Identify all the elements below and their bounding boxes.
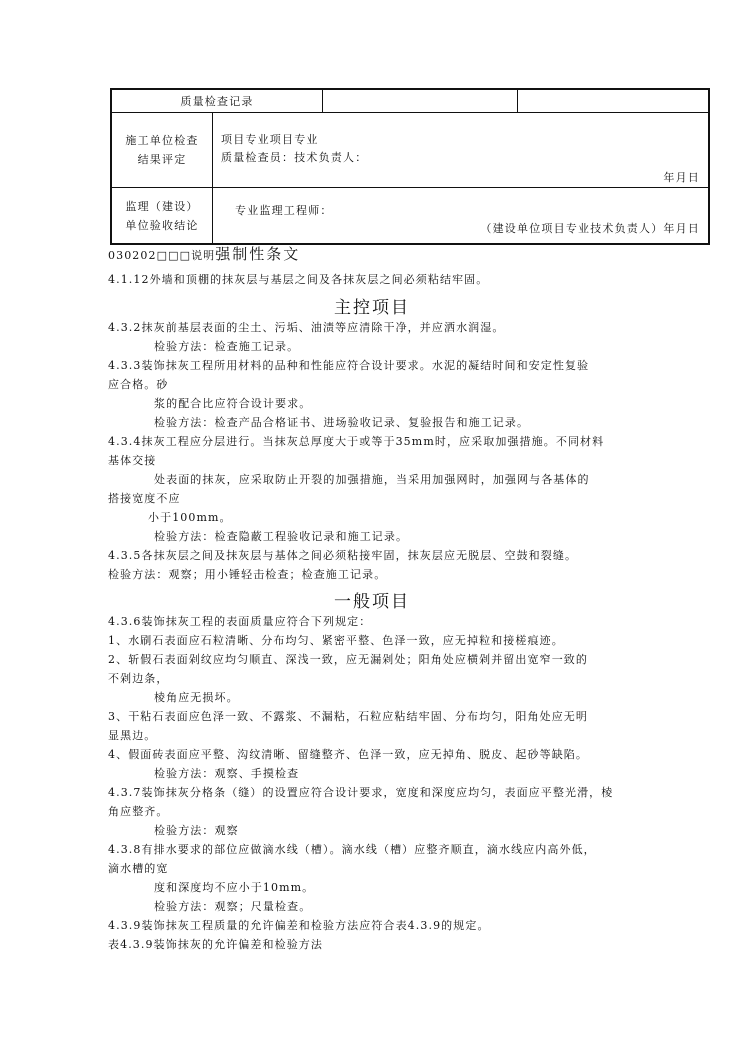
table-caption: 表4.3.9装饰抹灰的允许偏差和检验方法 [108, 938, 323, 951]
table-row [112, 112, 708, 187]
section-heading: 一般项目 [334, 592, 410, 612]
section-title [108, 245, 633, 265]
section-heading: 主控项目 [334, 298, 410, 318]
paragraph: 检验方法：检查产品合格证书、进场验收记录、复验报告和施工记录。 [154, 416, 530, 429]
paragraph: 4.3.3装饰抹灰工程所用材料的品种和性能应符合设计要求。水泥的凝结时间和安定性复验 [108, 359, 590, 372]
date-label: 年月日 [663, 171, 700, 184]
signature-line: 质量检查员：技术负责人： [221, 151, 368, 164]
paragraph: 棱角应无损坏。 [154, 691, 239, 704]
paragraph: 4.3.2抹灰前基层表面的尘土、污垢、油渍等应清除干净，并应洒水润湿。 [108, 321, 505, 334]
paragraph: 显黑边。 [108, 729, 157, 742]
label-line: 施工单位检查 [125, 134, 199, 147]
paragraph: 度和深度均不应小于10mm。 [154, 881, 315, 894]
section-code: 030202□□□说明 [108, 249, 216, 262]
table-row [112, 90, 708, 112]
paragraph: 检验方法：观察；尺量检查。 [154, 900, 312, 913]
paragraph: 角应整齐。 [108, 805, 169, 818]
contractor-check-body [212, 113, 708, 187]
paragraph: 4、假面砖表面应平整、沟纹清晰、留缝整齐、色泽一致，应无掉角、脱皮、起砂等缺陷。 [108, 748, 588, 761]
paragraph: 3、干粘石表面应色泽一致、不露浆、不漏粘，石粒应粘结牢固、分布均匀，阳角处应无明 [108, 710, 588, 723]
paragraph: 4.1.12外墙和顶棚的抹灰层与基层之间及各抹灰层之间必须粘结牢固。 [108, 273, 489, 286]
quality-record-table [110, 88, 710, 245]
table-row [112, 187, 708, 243]
paragraph: 基体交接 [108, 454, 157, 467]
paragraph: 4.3.8有排水要求的部位应做滴水线（槽）。滴水线（槽）应整齐顺直，滴水线应内高外低， [108, 843, 596, 856]
paragraph: 不剁边条， [108, 672, 169, 685]
paragraph: 处表面的抹灰，应采取防止开裂的加强措施，当采用加强网时，加强网与各基体的 [154, 473, 590, 486]
paragraph: 检验方法：观察；用小锤轻击检查；检查施工记录。 [108, 568, 387, 581]
label-line: 结果评定 [137, 153, 187, 166]
supervisor-conclusion-body [212, 188, 708, 243]
signature-line: 专业监理工程师： [235, 204, 333, 217]
paragraph: 小于100mm。 [148, 511, 232, 524]
label-line: 单位验收结论 [125, 218, 199, 232]
paragraph: 检验方法：观察 [154, 824, 239, 837]
date-label: （建设单位项目专业技术负责人）年月日 [480, 222, 700, 235]
paragraph: 4.3.6装饰抹灰工程的表面质量应符合下列规定： [108, 615, 372, 628]
contractor-check-label [112, 113, 212, 187]
paragraph: 搭接宽度不应 [108, 492, 181, 505]
paragraph: 4.3.7装饰抹灰分格条（缝）的设置应符合设计要求，宽度和深度应均匀，表面应平整光滑，棱 [108, 786, 614, 799]
paragraph: 4.3.5各抹灰层之间及抹灰层与基体之间必须粘接牢固，抹灰层应无脱层、空鼓和裂缝。 [108, 549, 578, 562]
signature-line: 项目专业项目专业 [221, 133, 319, 146]
paragraph: 4.3.9装饰抹灰工程质量的允许偏差和检验方法应符合表4.3.9的规定。 [108, 919, 490, 932]
paragraph: 检验方法：检查施工记录。 [154, 340, 300, 353]
paragraph: 应合格。砂 [108, 378, 169, 391]
paragraph: 检验方法：检查隐蔽工程验收记录和施工记录。 [154, 530, 409, 543]
paragraph: 1、水刷石表面应石粒清晰、分布均匀、紧密平整、色泽一致，应无掉粒和接槎痕迹。 [108, 634, 564, 647]
empty-cell [322, 90, 517, 112]
paragraph: 2、斩假石表面剁纹应均匀顺直、深浅一致，应无漏剁处；阳角处应横剁并留出宽窄一致的 [108, 653, 588, 666]
supervisor-conclusion-label [112, 188, 212, 243]
paragraph: 检验方法：观察、手摸检查 [154, 767, 300, 780]
empty-cell [517, 90, 708, 112]
label-line: 监理（建设） [125, 199, 199, 213]
paragraph: 浆的配合比应符合设计要求。 [154, 397, 312, 410]
quality-record-label: 质量检查记录 [180, 95, 254, 108]
section-title-text: 强制性条文 [215, 245, 301, 263]
paragraph: 滴水槽的宽 [108, 862, 169, 875]
paragraph: 4.3.4抹灰工程应分层进行。当抹灰总厚度大于或等于35mm时，应采取加强措施。不同材料 [108, 435, 605, 448]
